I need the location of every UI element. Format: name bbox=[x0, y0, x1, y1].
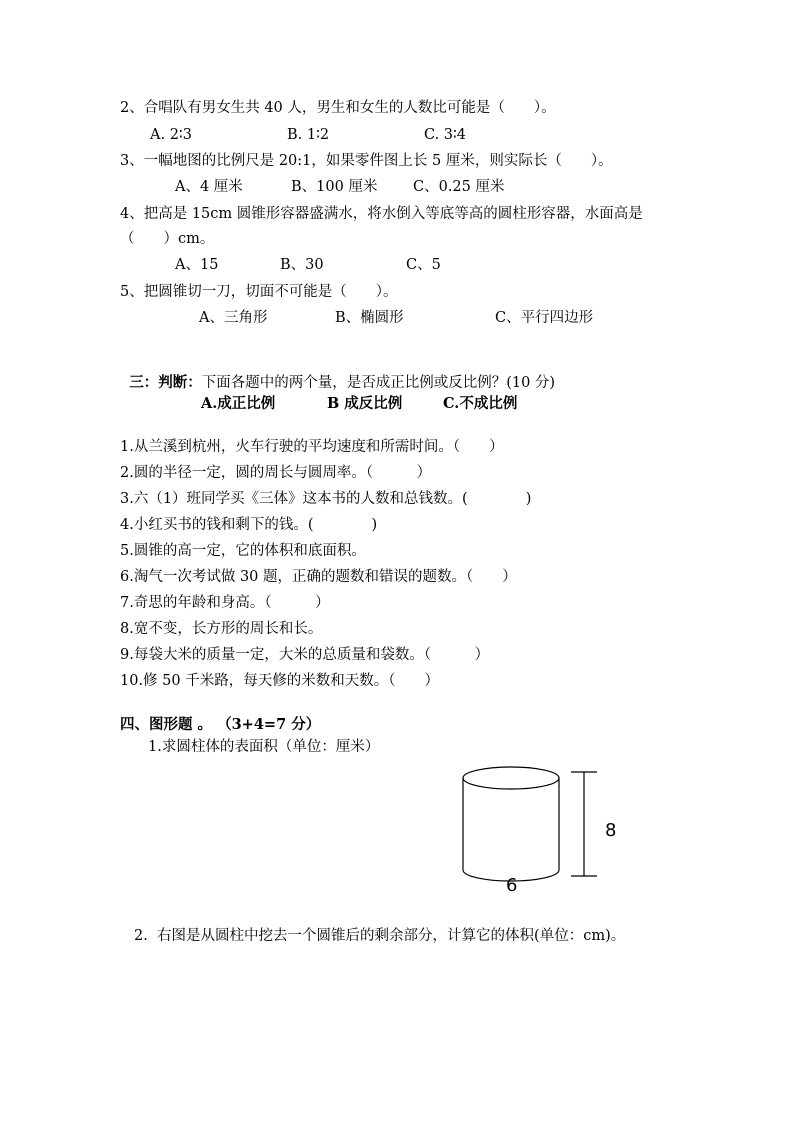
judge-item-9: 9.每袋大米的质量一定，大米的总质量和袋数。（ ） bbox=[120, 647, 490, 663]
judge-option-c: C.不成比例 bbox=[443, 395, 518, 412]
figure-question-1: 1.求圆柱体的表面积（单位：厘米） bbox=[148, 739, 380, 755]
q2-option-a: A. 2∶3 bbox=[150, 127, 192, 143]
judge-item-7: 7.奇思的年龄和身高。（ ） bbox=[120, 595, 330, 611]
figure-question-2: 2. 右图是从圆柱中挖去一个圆锥后的剩余部分，计算它的体积(单位：cm)。 bbox=[134, 928, 626, 944]
section-4-heading: 四、图形题 。 （3+4=7 分） bbox=[120, 716, 321, 733]
judge-item-3: 3.六（1）班同学买《三体》这本书的人数和总钱数。( ) bbox=[120, 491, 532, 507]
question-2: 2、合唱队有男女生共 40 人，男生和女生的人数比可能是（ ）。 bbox=[120, 100, 556, 116]
section-3-heading-text: 下面各题中的两个量，是否成正比例或反比例？(10 分) bbox=[201, 375, 556, 391]
question-4-blank: （ ）cm。 bbox=[120, 231, 215, 247]
q5-option-c: C、平行四边形 bbox=[495, 310, 594, 326]
question-4: 4、把高是 15cm 圆锥形容器盛满水，将水倒入等底等高的圆柱形容器，水面高是 bbox=[120, 206, 643, 222]
q2-option-c: C. 3∶4 bbox=[424, 127, 467, 143]
q5-option-a: A、三角形 bbox=[199, 310, 268, 326]
q4-option-c: C、5 bbox=[406, 257, 441, 273]
judge-item-10: 10.修 50 千米路，每天修的米数和天数。（ ） bbox=[120, 673, 439, 689]
question-3: 3、一幅地图的比例尺是 20:1，如果零件图上长 5 厘米，则实际长（ ）。 bbox=[120, 153, 613, 169]
question-5: 5、把圆锥切一刀，切面不可能是（ ）。 bbox=[120, 284, 398, 300]
judge-item-8: 8.宽不变，长方形的周长和长。 bbox=[120, 621, 323, 637]
judge-option-b: B 成反比例 bbox=[327, 395, 403, 412]
judge-item-2: 2.圆的半径一定，圆的周长与圆周率。（ ） bbox=[120, 465, 432, 481]
q3-option-c: C、0.25 厘米 bbox=[413, 179, 505, 195]
q5-option-b: B、椭圆形 bbox=[335, 310, 404, 326]
cylinder-figure bbox=[455, 760, 630, 900]
q4-option-a: A、15 bbox=[175, 257, 219, 273]
cylinder-top-ellipse bbox=[463, 767, 559, 789]
q4-option-b: B、30 bbox=[280, 257, 324, 273]
q3-option-a: A、4 厘米 bbox=[175, 179, 243, 195]
q2-option-b: B. 1∶2 bbox=[287, 127, 330, 143]
section-3-heading-label: 三：判断： bbox=[129, 374, 202, 391]
judge-option-a: A.成正比例 bbox=[201, 395, 276, 412]
height-label: 8 bbox=[605, 820, 617, 841]
judge-item-4: 4.小红买书的钱和剩下的钱。( ) bbox=[120, 517, 378, 533]
judge-item-6: 6.淘气一次考试做 30 题，正确的题数和错误的题数。（ ） bbox=[120, 569, 517, 585]
diameter-label: 6 bbox=[506, 875, 518, 896]
judge-item-5: 5.圆锥的高一定，它的体积和底面积。 bbox=[120, 543, 366, 559]
section-3-heading bbox=[120, 353, 555, 393]
q3-option-b: B、100 厘米 bbox=[291, 179, 378, 195]
judge-item-1: 1.从兰溪到杭州，火车行驶的平均速度和所需时间。（ ） bbox=[120, 439, 504, 455]
